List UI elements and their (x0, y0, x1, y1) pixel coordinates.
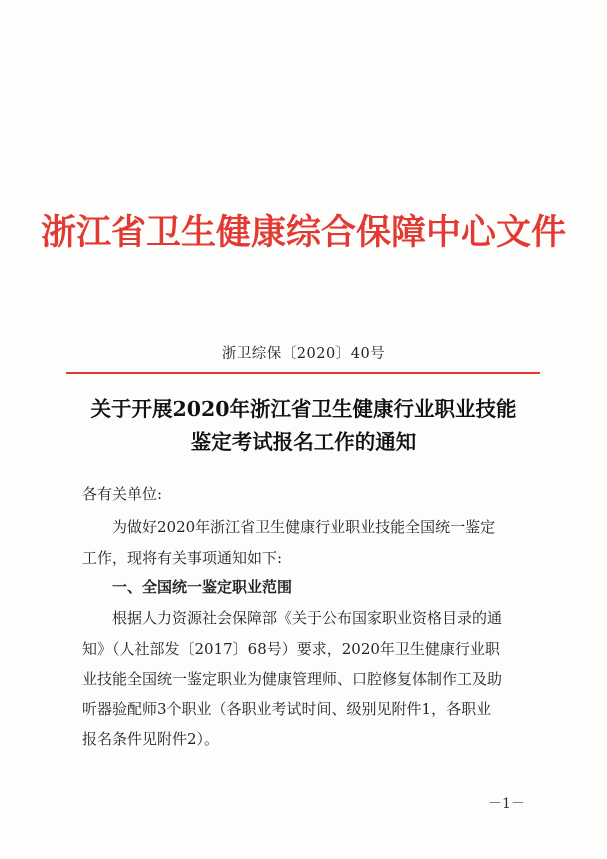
document-number: 浙卫综保〔2020〕40号 (221, 346, 386, 362)
section-1-heading: 一、全国统一鉴定职业范围 (112, 578, 293, 596)
salutation: 各有关单位: (82, 485, 163, 503)
red-divider-line (66, 372, 540, 374)
paragraph-2-line-3: 业技能全国统一鉴定职业为健康管理师、口腔修复体制作工及助 (82, 670, 503, 688)
paragraph-1-line-2: 工作，现将有关事项通知如下: (82, 549, 283, 567)
paragraph-1-line-1: 为做好2020年浙江省卫生健康行业职业技能全国统一鉴定 (112, 518, 496, 536)
paragraph-2-line-4: 听器验配师3个职业（各职业考试时间、级别见附件1，各职业 (82, 700, 492, 718)
paragraph-2-line-1: 根据人力资源社会保障部《关于公布国家职业资格目录的通 (112, 609, 503, 627)
notice-title-line-2: 鉴定考试报名工作的通知 (190, 430, 417, 454)
paragraph-2-line-5: 报名条件见附件2）。 (82, 730, 220, 748)
agency-header-title: 浙江省卫生健康综合保障中心文件 (40, 212, 566, 253)
notice-title-line-1: 关于开展2020年浙江省卫生健康行业职业技能 (90, 397, 517, 421)
page-number: －1－ (488, 796, 525, 812)
paragraph-2-line-2: 知》（人社部发〔2017〕68号）要求，2020年卫生健康行业职 (82, 640, 500, 658)
